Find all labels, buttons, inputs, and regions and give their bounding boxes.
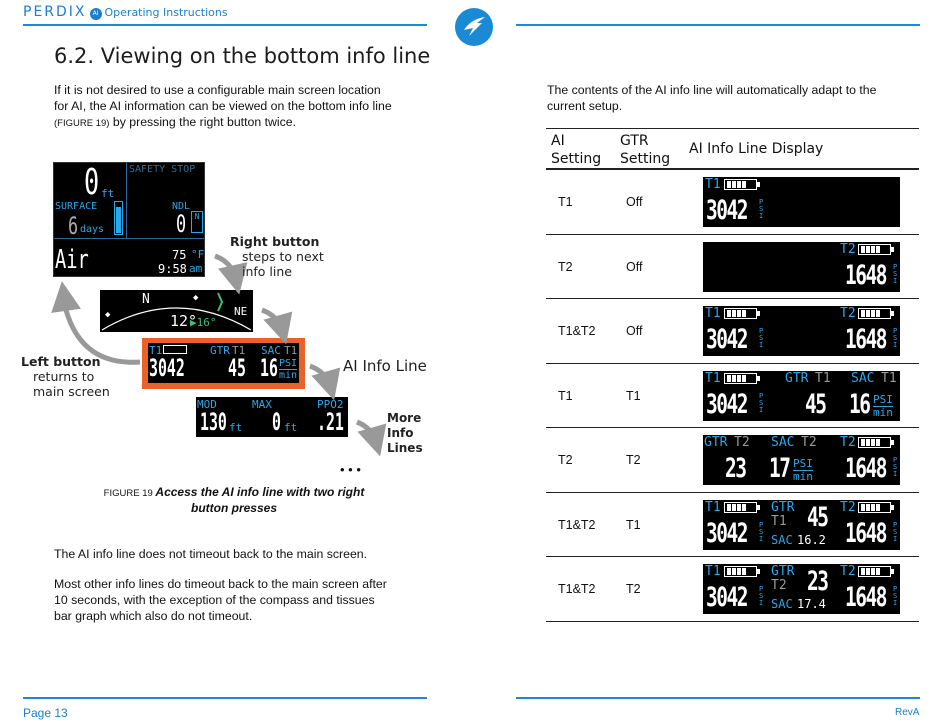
tank-pressure: 1648	[845, 259, 887, 291]
header-subtitle: Operating Instructions	[104, 6, 228, 19]
compass-delta: ▶16°	[190, 316, 217, 329]
right-button-label	[230, 234, 324, 279]
note-line: bar graph which also do not timeout.	[54, 609, 253, 623]
table-top-rule	[546, 128, 919, 129]
days-unit: days	[80, 224, 105, 235]
row-rule	[546, 621, 919, 622]
sac-value: 16	[849, 388, 870, 420]
tank-pressure: 3042	[706, 517, 748, 549]
sac-label: SAC	[771, 435, 795, 450]
gtr-value: 45	[807, 501, 828, 533]
intro-line: for AI, the AI information can be viewed on the bottom info line	[54, 99, 392, 113]
tank-pressure: 3042	[706, 388, 748, 420]
footer-rule-left	[23, 697, 427, 699]
more-ppo2-value: .21	[317, 408, 344, 436]
th-gtr-text: GTR	[620, 133, 649, 149]
brand-name: PERDIX	[23, 4, 87, 20]
tank-label: T1	[705, 499, 721, 515]
ai-gtr-value: 45	[228, 354, 246, 382]
psi-unit: PSI	[759, 198, 764, 220]
row-ai-setting: T1	[558, 388, 573, 403]
ai-sac-tank: T1	[284, 344, 298, 357]
ai-info-display	[703, 306, 900, 356]
tank-label: T2	[840, 241, 856, 257]
more-info-text: Lines	[387, 441, 423, 455]
note-line: 10 seconds, with the exception of the compass and tissues	[54, 593, 375, 607]
caption-text: button presses	[190, 501, 277, 515]
more-max-unit: ft	[284, 421, 298, 434]
row-gtr-setting: Off	[626, 324, 643, 338]
gtr-label: GTR	[704, 435, 728, 450]
psi-unit: PSI	[893, 327, 898, 349]
row-gtr-setting: T2	[626, 453, 641, 467]
psi-unit: PSI	[759, 585, 764, 607]
row-gtr-setting: T2	[626, 582, 641, 596]
battery-icon	[724, 308, 757, 319]
row-gtr-setting: T1	[626, 517, 641, 532]
tank-pressure: 3042	[706, 582, 748, 613]
sac-unit: min	[873, 405, 893, 419]
row-gtr-setting: Off	[626, 259, 643, 274]
table-header-rule	[546, 168, 919, 170]
compass-heading: 12°	[170, 312, 198, 330]
sac-unit: PSI	[873, 392, 893, 406]
header-rule-right	[516, 24, 920, 26]
psi-unit: PSI	[893, 262, 898, 285]
tank-label: T2	[840, 435, 856, 450]
battery-icon	[858, 502, 891, 513]
ellipsis-dots: • • •	[340, 462, 361, 477]
row-ai-setting: T2	[558, 453, 573, 467]
gtr-value: 23	[725, 453, 746, 484]
sac-label: SAC	[771, 597, 793, 611]
gtr-label: GTR	[771, 499, 795, 515]
sac-label: SAC	[851, 370, 875, 386]
th-gtr-text: Setting	[620, 151, 671, 167]
intro-text: by pressing the right button twice.	[109, 115, 297, 129]
right-intro-line: current setup.	[547, 99, 623, 113]
psi-unit: PSI	[759, 391, 764, 414]
ai-info-display	[703, 564, 900, 614]
row-rule	[546, 234, 919, 235]
figure-caption	[54, 485, 414, 516]
psi-unit: PSI	[893, 520, 898, 543]
th-display: AI Info Line Display	[689, 141, 824, 157]
sac-tank: T2	[801, 435, 817, 450]
gtr-tank: T1	[771, 513, 787, 529]
ai-badge: AI	[90, 8, 102, 20]
row-rule	[546, 556, 919, 557]
caption-text: Access the AI info line with two right	[155, 485, 365, 499]
sac-label: SAC	[771, 532, 793, 547]
time-unit: am	[189, 262, 203, 275]
compass-ne: NE	[234, 305, 248, 318]
gtr-value: 45	[805, 388, 826, 420]
row-gtr-setting: T1	[626, 388, 641, 403]
more-info-text: More	[387, 411, 422, 425]
ai-info-line-label: AI Info Line	[343, 357, 427, 375]
temp-unit: °F	[191, 248, 205, 261]
battery-icon	[858, 566, 891, 577]
row-ai-setting: T1&T2	[558, 517, 596, 532]
tank-label: T2	[840, 564, 856, 579]
ai-gtr: GTR	[210, 344, 230, 357]
ai-info-display	[703, 435, 900, 485]
more-info-lines-label	[387, 411, 423, 456]
more-max: MAX	[252, 398, 272, 411]
ai-sac: SAC	[261, 344, 281, 357]
more-mod-value: 130	[200, 408, 227, 436]
gtr-label: GTR	[771, 564, 795, 579]
ai-info-display	[703, 371, 900, 421]
tank-label: T2	[840, 306, 856, 321]
tank-label: T1	[705, 370, 721, 386]
more-ppo2: PPO2	[317, 398, 344, 411]
ai-sac-unit2: min	[279, 370, 298, 381]
sac-value: 17	[769, 453, 790, 484]
more-info-text: Info	[387, 426, 414, 440]
psi-unit: PSI	[759, 327, 764, 349]
battery-icon	[724, 566, 757, 577]
figure-ref: (FIGURE 19)	[54, 118, 110, 129]
right-button-desc: info line	[242, 264, 292, 279]
tank-label: T1	[705, 564, 721, 579]
row-rule	[546, 298, 919, 299]
row-ai-setting: T2	[558, 259, 573, 274]
tank-pressure: 3042	[706, 324, 748, 355]
psi-unit: PSI	[759, 520, 764, 543]
timeout-note: The AI info line does not timeout back to the main screen.	[54, 547, 368, 561]
gas-label: Air	[55, 245, 89, 275]
sac-unit: min	[793, 470, 813, 483]
more-mod-unit: ft	[229, 421, 243, 434]
row-gtr-setting: Off	[626, 195, 643, 209]
days-value: 6	[68, 212, 79, 240]
ndl-value: 0	[176, 210, 187, 238]
th-ai-text: AI	[551, 133, 565, 149]
right-button-desc: steps to next	[242, 249, 324, 264]
right-intro-line: The contents of the AI info line will automatically adapt to the	[547, 83, 877, 97]
sac-tank: T1	[881, 370, 897, 386]
row-rule	[546, 363, 919, 364]
compass-screen: N ◆ ◆ NE 12° ▶16°	[100, 290, 253, 332]
battery-icon	[858, 244, 891, 255]
more-max-value: 0	[272, 408, 281, 436]
left-button-title: Left button	[21, 354, 101, 369]
revision: RevA	[895, 707, 920, 718]
row-ai-setting: T1&T2	[558, 582, 596, 596]
tank-label: T1	[705, 306, 721, 321]
other-lines-note	[54, 576, 414, 624]
th-ai-text: Setting	[551, 151, 602, 167]
safety-stop-label: SAFETY STOP	[129, 164, 196, 175]
dive-main-screen: 0 ft SAFETY STOP SURFACE 6 days NDL 0 N Air 75 °F 9:58 am	[55, 162, 205, 276]
gtr-tank: T2	[734, 435, 750, 450]
row-rule	[546, 492, 919, 493]
right-intro	[547, 82, 927, 114]
more-mod: MOD	[197, 398, 217, 411]
sac-value: 16.2	[797, 532, 826, 547]
left-button-desc: main screen	[33, 384, 110, 399]
depth-unit: ft	[101, 187, 115, 200]
surface-label: SURFACE	[55, 201, 98, 212]
battery-icon	[724, 179, 757, 190]
note-line: Most other info lines do timeout back to the main screen after	[54, 577, 387, 591]
section-title: 6.2. Viewing on the bottom info line	[54, 44, 431, 68]
gtr-value: 23	[807, 566, 828, 597]
tank-pressure: 1648	[845, 517, 887, 549]
gtr-tank: T2	[771, 578, 787, 593]
sac-value: 17.4	[797, 597, 826, 611]
th-gtr-setting	[620, 132, 670, 168]
tank-pressure: 1648	[845, 453, 887, 484]
sac-unit: PSI	[793, 457, 813, 470]
ai-gtr-tank: T1	[232, 344, 246, 357]
ai-sac-unit1: PSI	[279, 358, 298, 369]
row-rule	[546, 427, 919, 428]
row-ai-setting: T1&T2	[558, 324, 596, 338]
compass-n: N	[142, 292, 150, 307]
ai-info-display	[703, 500, 900, 550]
row-ai-setting: T1	[558, 195, 573, 209]
tank-label: T2	[840, 499, 856, 515]
right-button-title: Right button	[230, 234, 320, 249]
time-value: 9:58	[158, 262, 187, 276]
tank-label: T1	[705, 177, 721, 192]
ai-info-display	[703, 242, 900, 292]
psi-unit: PSI	[893, 456, 898, 478]
left-button-label	[21, 354, 110, 399]
tank-pressure: 1648	[845, 582, 887, 613]
th-ai-setting	[551, 132, 601, 168]
battery-icon	[724, 373, 757, 384]
ai-info-display	[703, 177, 900, 227]
ai-t1: T1	[149, 344, 163, 357]
depth-value: 0	[84, 162, 100, 203]
psi-unit: PSI	[893, 585, 898, 607]
footer-rule-right	[516, 697, 920, 699]
page-number: Page 13	[23, 706, 68, 720]
ai-t1-value: 3042	[149, 354, 185, 382]
tank-pressure: 3042	[706, 195, 748, 226]
gtr-tank: T1	[815, 370, 831, 386]
battery-icon	[858, 308, 891, 319]
left-button-desc: returns to	[33, 369, 95, 384]
ndl-label: NDL	[172, 201, 191, 212]
ai-sac-value: 16	[260, 354, 278, 382]
battery-icon	[858, 437, 891, 448]
tank-pressure: 1648	[845, 324, 887, 355]
caption-prefix: FIGURE 19	[103, 488, 156, 499]
temp-value: 75	[172, 248, 187, 262]
battery-icon	[724, 502, 757, 513]
gtr-label: GTR	[785, 370, 809, 386]
intro-line: If it is not desired to use a configurable main screen location	[54, 83, 381, 97]
